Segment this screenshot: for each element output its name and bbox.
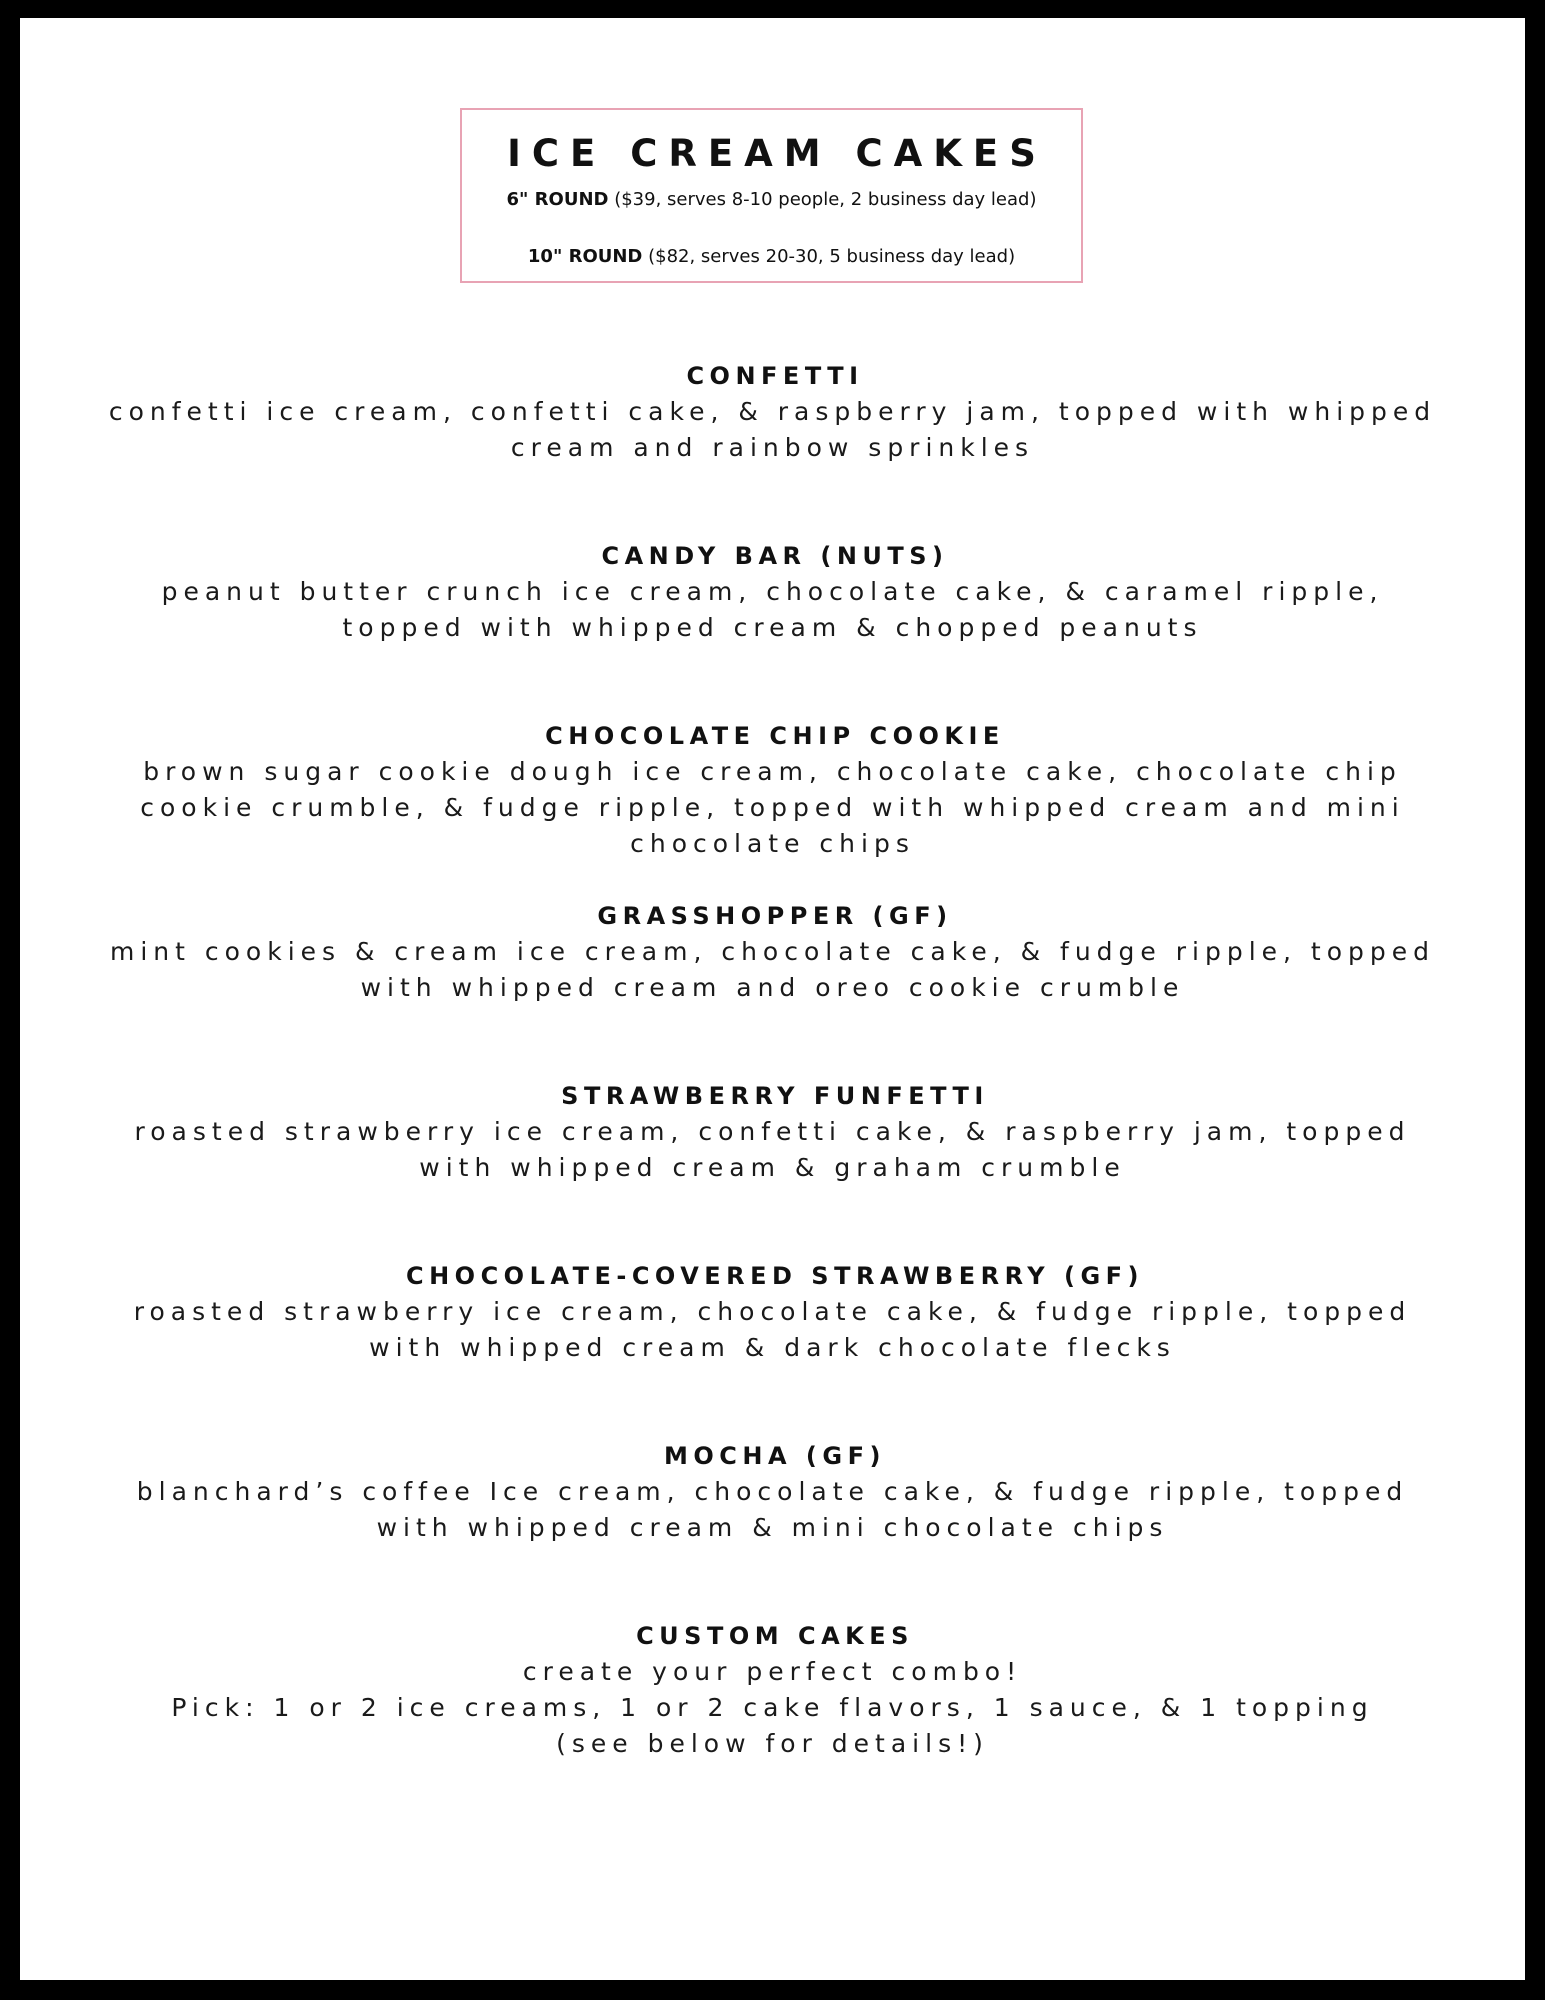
size-label: 6" ROUND [506, 189, 609, 210]
size-label: 10" ROUND [527, 246, 643, 267]
cake-name: CHOCOLATE-COVERED STRAWBERRY (GF) [405, 1262, 1145, 1290]
page-title: ICE CREAM CAKES [507, 132, 1047, 175]
cake-description: confetti ice cream, confetti cake, & raspberry jam, topped with whipped cream and rainbow sprinkles [108, 397, 1437, 462]
cake-item-confetti [20, 358, 1525, 538]
cake-item-chocolate-covered-strawberry [20, 1258, 1525, 1438]
cake-item-mocha [20, 1438, 1525, 1618]
cake-description: brown sugar cookie dough ice cream, chocolate cake, chocolate chip cookie crumble, & fudge ripple, topped with whipped cream and mini chocolate chips [140, 757, 1405, 858]
cake-item-strawberry-funfetti [20, 1078, 1525, 1258]
cake-name: CONFETTI [686, 362, 864, 390]
cake-description: mint cookies & cream ice cream, chocolate cake, & fudge ripple, topped with whipped cream and oreo cookie crumble [109, 937, 1436, 1002]
custom-note: (see below for details!) [556, 1729, 989, 1758]
cake-name: GRASSHOPPER (GF) [597, 902, 953, 930]
cake-name: CANDY BAR (NUTS) [601, 542, 949, 570]
cake-item-chocolate-chip-cookie [20, 718, 1525, 898]
cake-item-custom [20, 1618, 1525, 1798]
cake-item-grasshopper [20, 898, 1525, 1078]
cake-name: CHOCOLATE CHIP COOKIE [545, 722, 1005, 750]
header-box [460, 108, 1083, 283]
cake-name: STRAWBERRY FUNFETTI [561, 1082, 989, 1110]
custom-tagline: create your perfect combo! [522, 1657, 1023, 1686]
cake-item-candy-bar [20, 538, 1525, 718]
cake-description: blanchard’s coffee Ice cream, chocolate cake, & fudge ripple, topped with whipped cream & mini chocolate chips [136, 1477, 1409, 1542]
menu-page [20, 18, 1525, 1980]
cake-name: MOCHA (GF) [664, 1442, 886, 1470]
cake-description: peanut butter crunch ice cream, chocolate cake, & caramel ripple, topped with whipped cream & chopped peanuts [161, 577, 1384, 642]
size-option-6-inch [462, 188, 1081, 212]
cake-name: CUSTOM CAKES [636, 1622, 914, 1650]
size-option-10-inch [462, 245, 1081, 269]
size-detail: ($39, serves 8-10 people, 2 business day lead) [614, 189, 1037, 210]
cake-description: roasted strawberry ice cream, chocolate cake, & fudge ripple, topped with whipped cream & dark chocolate flecks [133, 1297, 1412, 1362]
cake-list [20, 358, 1525, 1798]
size-detail: ($82, serves 20-30, 5 business day lead) [648, 246, 1016, 267]
custom-instructions: Pick: 1 or 2 ice creams, 1 or 2 cake flavors, 1 sauce, & 1 topping [171, 1693, 1374, 1722]
cake-description: roasted strawberry ice cream, confetti cake, & raspberry jam, topped with whipped cream & graham crumble [134, 1117, 1411, 1182]
